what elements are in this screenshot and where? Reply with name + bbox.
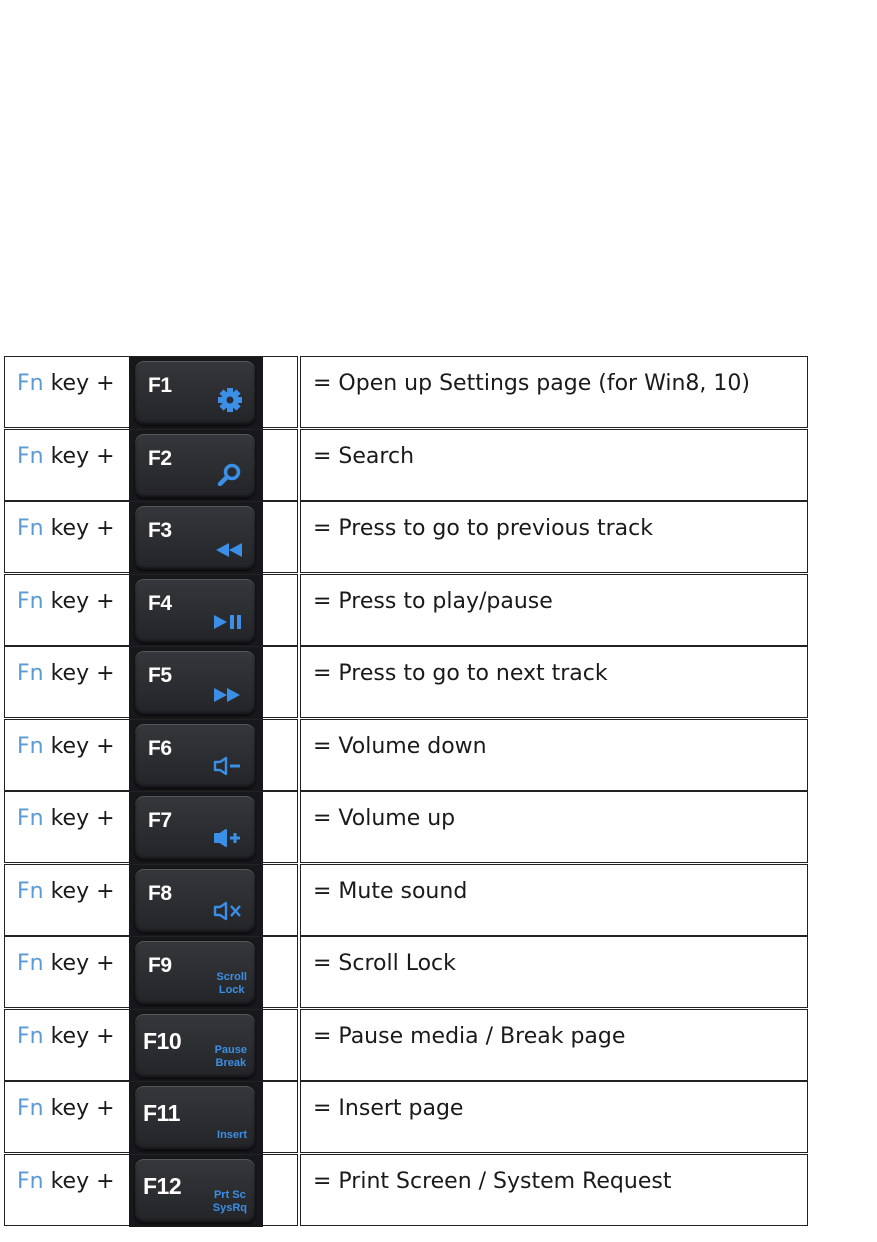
keyboard-photo-strip <box>129 647 263 719</box>
shortcut-description: = Volume down <box>313 734 487 759</box>
mute-icon <box>213 901 243 925</box>
function-key-cap <box>135 796 255 860</box>
shortcut-combo-cell <box>4 864 298 936</box>
shortcut-description-cell <box>300 646 808 718</box>
fn-key-plus-label <box>17 1096 115 1121</box>
fn-key-plus-label <box>17 951 115 976</box>
shortcut-combo-cell <box>4 646 298 718</box>
keyboard-photo-strip <box>129 792 263 864</box>
shortcut-row <box>4 1081 808 1153</box>
shortcut-combo-cell <box>4 936 298 1008</box>
function-key-cap <box>135 434 255 498</box>
shortcut-description-cell <box>300 936 808 1008</box>
shortcut-combo-cell <box>4 574 298 646</box>
shortcut-row <box>4 501 808 573</box>
function-key-label: F5 <box>148 664 172 687</box>
function-key-label: F2 <box>148 447 172 470</box>
keyboard-photo-strip <box>129 937 263 1009</box>
function-key-label: F4 <box>148 592 172 615</box>
shortcut-row <box>4 791 808 863</box>
fn-key-plus-label <box>17 589 115 614</box>
function-key-label: F10 <box>143 1028 182 1054</box>
shortcut-combo-cell <box>4 791 298 863</box>
key-plus-text: key + <box>43 951 115 976</box>
key-plus-text: key + <box>43 371 115 396</box>
shortcut-description: = Scroll Lock <box>313 951 456 976</box>
function-key-sublabel: Insert <box>217 1129 247 1141</box>
function-key-cap <box>135 724 255 788</box>
fn-word: Fn <box>17 1024 44 1049</box>
key-plus-text: key + <box>43 661 115 686</box>
shortcut-description-cell <box>300 1009 808 1081</box>
function-key-label: F9 <box>148 954 172 977</box>
shortcut-description: = Press to go to next track <box>313 661 608 686</box>
function-key-label: F8 <box>148 882 172 905</box>
function-key-cap <box>135 1014 255 1078</box>
function-key-sublabel: Prt Sc SysRq <box>212 1189 247 1214</box>
shortcut-description-cell <box>300 501 808 573</box>
function-key-cap <box>135 941 255 1005</box>
shortcut-description: = Open up Settings page (for Win8, 10) <box>313 371 750 396</box>
keyboard-photo-strip <box>129 357 263 429</box>
fn-key-plus-label <box>17 661 115 686</box>
fn-key-plus-label <box>17 806 115 831</box>
fn-key-plus-label <box>17 371 115 396</box>
shortcut-row <box>4 864 808 936</box>
fn-key-plus-label <box>17 516 115 541</box>
function-key-cap <box>135 1086 255 1150</box>
key-plus-text: key + <box>43 1024 115 1049</box>
fn-word: Fn <box>17 879 44 904</box>
key-plus-text: key + <box>43 1169 115 1194</box>
function-key-sublabel: Pause Break <box>214 1044 247 1069</box>
shortcut-description-cell <box>300 429 808 501</box>
function-key-label: F7 <box>148 809 172 832</box>
keyboard-photo-strip <box>129 1010 263 1082</box>
shortcut-description-cell <box>300 1081 808 1153</box>
shortcut-description-cell <box>300 719 808 791</box>
fn-word: Fn <box>17 371 44 396</box>
shortcut-combo-cell <box>4 719 298 791</box>
fn-word: Fn <box>17 1169 44 1194</box>
shortcut-combo-cell <box>4 1009 298 1081</box>
keyboard-photo-strip <box>129 430 263 502</box>
key-plus-text: key + <box>43 444 115 469</box>
fn-word: Fn <box>17 734 44 759</box>
shortcut-description: = Mute sound <box>313 879 468 904</box>
shortcut-description-cell <box>300 1154 808 1226</box>
function-key-cap <box>135 579 255 643</box>
function-key-label: F3 <box>148 519 172 542</box>
fn-word: Fn <box>17 589 44 614</box>
fn-word: Fn <box>17 1096 44 1121</box>
shortcut-description: = Insert page <box>313 1096 464 1121</box>
fn-word: Fn <box>17 444 44 469</box>
fn-key-plus-label <box>17 879 115 904</box>
fn-word: Fn <box>17 806 44 831</box>
keyboard-photo-strip <box>129 1155 263 1227</box>
shortcut-combo-cell <box>4 501 298 573</box>
magnifier-icon <box>217 462 243 490</box>
shortcut-row <box>4 574 808 646</box>
function-key-cap <box>135 869 255 933</box>
shortcut-row <box>4 1009 808 1081</box>
play-pause-icon <box>213 613 243 635</box>
shortcut-combo-cell <box>4 1081 298 1153</box>
fn-word: Fn <box>17 661 44 686</box>
key-plus-text: key + <box>43 1096 115 1121</box>
gear-icon <box>217 387 243 417</box>
function-key-cap <box>135 1159 255 1223</box>
function-key-label: F12 <box>143 1173 182 1199</box>
rewind-icon <box>215 542 243 562</box>
fast-forward-icon <box>213 687 243 707</box>
key-plus-text: key + <box>43 734 115 759</box>
fn-key-plus-label <box>17 1169 115 1194</box>
shortcut-combo-cell <box>4 1154 298 1226</box>
shortcut-description-cell <box>300 574 808 646</box>
function-key-label: F1 <box>148 374 172 397</box>
key-plus-text: key + <box>43 516 115 541</box>
keyboard-photo-strip <box>129 575 263 647</box>
function-key-cap <box>135 506 255 570</box>
shortcut-description: = Print Screen / System Request <box>313 1169 672 1194</box>
shortcut-description: = Volume up <box>313 806 456 831</box>
shortcut-description: = Search <box>313 444 415 469</box>
shortcut-row <box>4 719 808 791</box>
shortcut-row <box>4 429 808 501</box>
fn-key-plus-label <box>17 734 115 759</box>
function-key-sublabel: Scroll Lock <box>216 971 247 996</box>
shortcut-combo-cell <box>4 356 298 428</box>
shortcut-row <box>4 936 808 1008</box>
key-plus-text: key + <box>43 589 115 614</box>
fn-key-plus-label <box>17 1024 115 1049</box>
shortcut-description: = Press to play/pause <box>313 589 553 614</box>
shortcut-combo-cell <box>4 429 298 501</box>
volume-up-icon <box>213 828 243 852</box>
fn-word: Fn <box>17 951 44 976</box>
fn-word: Fn <box>17 516 44 541</box>
shortcut-description-cell <box>300 864 808 936</box>
keyboard-photo-strip <box>129 720 263 792</box>
shortcut-row <box>4 356 808 428</box>
keyboard-photo-strip <box>129 502 263 574</box>
shortcut-description: = Press to go to previous track <box>313 516 653 541</box>
fn-key-shortcut-table <box>4 356 808 1226</box>
shortcut-row <box>4 646 808 718</box>
keyboard-photo-strip <box>129 1082 263 1154</box>
key-plus-text: key + <box>43 806 115 831</box>
volume-down-icon <box>213 756 243 780</box>
key-plus-text: key + <box>43 879 115 904</box>
function-key-label: F6 <box>148 737 172 760</box>
shortcut-row <box>4 1154 808 1226</box>
function-key-cap <box>135 651 255 715</box>
shortcut-description-cell <box>300 356 808 428</box>
fn-key-plus-label <box>17 444 115 469</box>
function-key-cap <box>135 361 255 425</box>
shortcut-description: = Pause media / Break page <box>313 1024 626 1049</box>
function-key-label: F11 <box>143 1100 180 1126</box>
shortcut-description-cell <box>300 791 808 863</box>
keyboard-photo-strip <box>129 865 263 937</box>
